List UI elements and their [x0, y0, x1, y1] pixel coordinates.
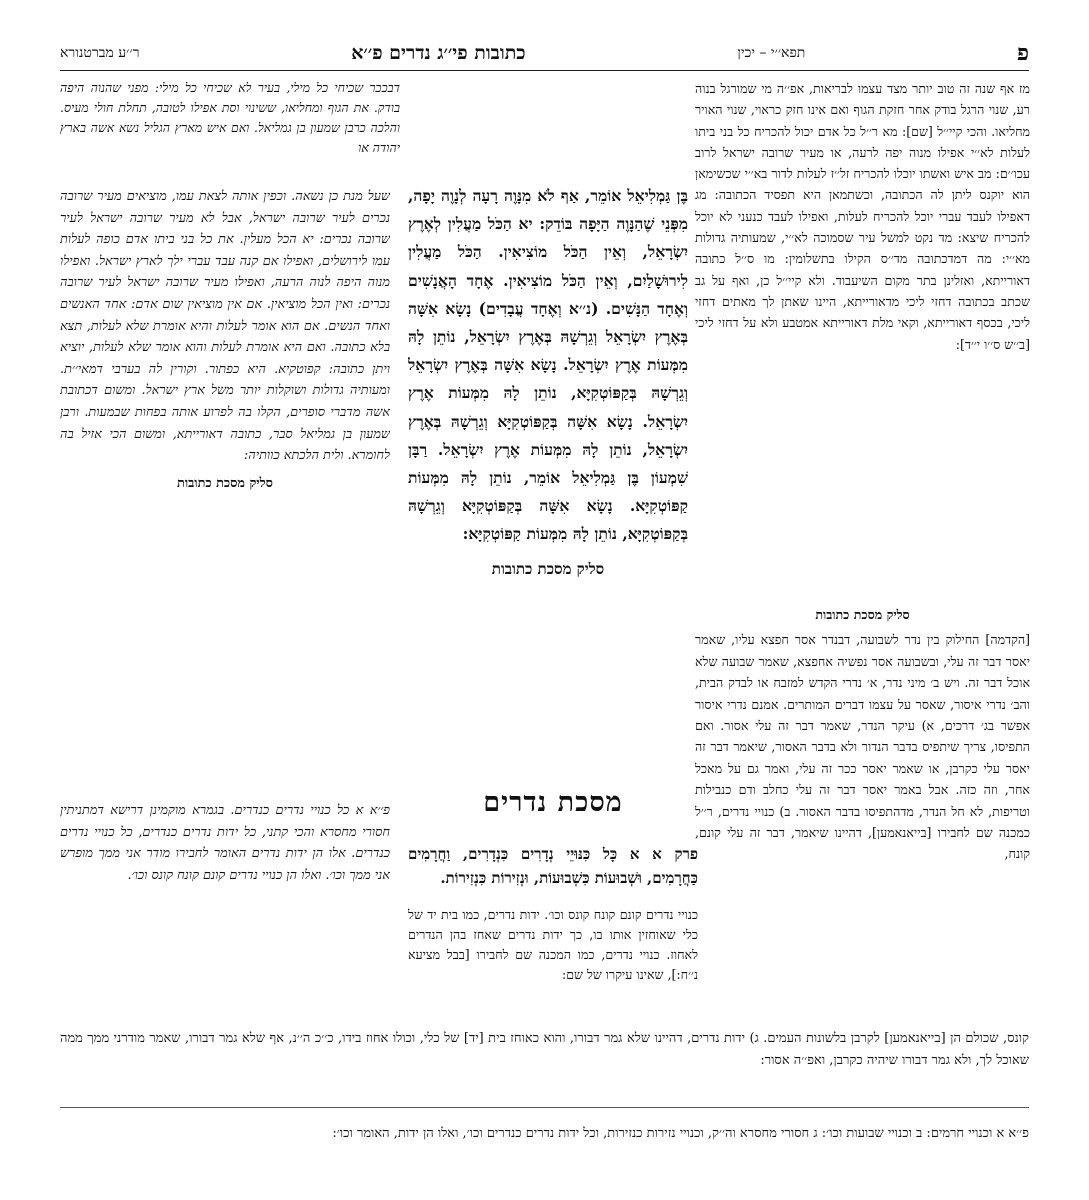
left-nedarim-commentary: [60, 800, 390, 1010]
page-letter: פ: [1017, 40, 1029, 66]
footnote-text: פ׳׳א א וכנויי חרמים: ב וכנויי שבועות וכו׳: ג חסורי מחסרא וה׳׳ק, וכנויי נזירות כנזירות, וכל ידות נדרים כנדרים וכו׳, ואלו הן ידות, האומר וכו׳:: [332, 1126, 1029, 1141]
left-section-end: סליק מסכת כתובות: [177, 475, 273, 491]
left-commentary-column: [60, 186, 390, 761]
right-section-end: סליק מסכת כתובות: [815, 607, 910, 622]
bottom-continuation: [60, 1015, 1029, 1085]
right-commentary-column: [695, 78, 1030, 618]
page-number: תפא׳׳י – יכין: [737, 44, 806, 61]
left-commentary-top: [60, 78, 400, 188]
bottom-continuation-text: קונס, שכולם הן [בייאנאמען] לקרבן בלשונות העמים. ג) ידות נדרים, דהיינו שלא גמר דבורו, והוא כאוחז בית [יד] של כלי, וכולו אחוז בידו, כ׳׳כ ה׳׳נ, אף שלא גמר דבורו, שאמר מודרני ממך ממה שאוכל לך, ולא גמר דבורו שיהיה כקרבן, ואפ׳׳ה אסור:: [60, 1031, 1029, 1068]
nedarim-mishna: [408, 827, 698, 998]
header-title: כתובות פי׳׳ג נדרים פ׳׳א: [351, 41, 526, 64]
mishna-text: בֶּן גַּמְלִיאֵל אוֹמֵר, אַף לֹא מִנָּוֶה רָעָה לְנָוֶה יָפָה, מִפְּנֵי שֶׁהַנָּוֶה הַיָּפָה בּוֹדֵק: יא הַכֹּל מַעֲלִין לְאֶרֶץ יִשְׂרָאֵל, וְאֵין הַכֹּל מוֹצִיאִין. הַכֹּל מַעֲלִין לִירוּשָׁלַיִם, וְאֵין הַכֹּל מוֹצִיאִין. אֶחָד הָאֲנָשִׁים וְאֶחָד הַנָּשִׁים. (נ׳׳א וְאֶחָד עֲבָדִים) נָשָׂא אִשָּׁה בְּאֶרֶץ יִשְׂרָאֵל וְגֵרְשָׁהּ בְּאֶרֶץ יִשְׂרָאֵל, נוֹתֵן לָהּ מִמְּעוֹת אֶרֶץ יִשְׂרָאֵל. נָשָׂא אִשָּׁה בְּאֶרֶץ יִשְׂרָאֵל וְגֵרְשָׁהּ בְּקַפּוֹטְקִיָּא, נוֹתֵן לָהּ מִמְּעוֹת אֶרֶץ יִשְׂרָאֵל. נָשָׂא אִשָּׁה בְּקַפּוֹטְקִיָּא וְגֵרְשָׁהּ בְּאֶרֶץ יִשְׂרָאֵל, נוֹתֵן לָהּ מִמְּעוֹת אֶרֶץ יִשְׂרָאֵל. רַבָּן שִׁמְעוֹן בֶּן גַּמְלִיאֵל אוֹמֵר, נוֹתֵן לָהּ מִמְּעוֹת קַפּוֹטְקִיָּא. נָשָׂא אִשָּׁה בְּקַפּוֹטְקִיָּא וְגֵרְשָׁהּ בְּקַפּוֹטְקִיָּא, נוֹתֵן לָהּ מִמְּעוֹת קַפּוֹטְקִיָּא:: [408, 186, 688, 544]
nedarim-mishna-text: פרק א א כָּל כִּנּוּיֵי נְדָרִים כִּנְדָרִים, וַחֲרָמִים כַּחֲרָמִים, וּשְׁבוּעוֹת כִּשְׁבוּעוֹת, וּנְזִירוֹת כִּנְזִירוֹת.: [408, 845, 698, 887]
right-intro-text: [הקדמה] החילוק בין נדר לשבועה, דבנדר אסר חפצא עליו, שאמר יאסר דבר זה עלי, ובשבועה אסר נפשיה אחפצא, שאמר שבועה שלא אוכל דבר זה. ויש ב׳ מיני נדר, א׳ נדרי הקדש למזבח או לבדק הבית, והב׳ נדרי איסור, שאסר על עצמו דברים המותרים. אמנם נדרי איסור אפשר בג׳ דרכים, א) עיקר הנדר, שאמר דבר זה עלי אסור. ואם התפיסו, צריך שיתפיס בדבר הנדור ולא בדבר האסור, שיאמר דבר זה יאסר עלי כקרבן, או שאמר יאסר ככר זה עלי, ואמר גם על מאכל אחר, וזה כזה. אבל באמר יאסר דבר זה עלי כחלב ודם כנבילות וטריפות, לא חל הנדר, מדהתפיסו בדבר האסור. ב) כנויי נדרים, ר׳׳ל כמכנה שם לחבירו [בייאנאמען], דהיינו שיאמר, דבר זה עלי קונם, קונח,: [695, 632, 1030, 862]
mishna-section-end: סליק מסכת כתובות: [491, 559, 605, 578]
mishna-column: [408, 182, 688, 772]
center-commentary-text: כנויי נדרים קונם קונח קונס וכו׳. ידות נדרים, כמו בית יד של כלי שאוחזין אותו בו, כך ידות נדרים שאחז בהן הנדרים לאחוז. כנויי נדרים, כמו המכנה שם לחבירו [בבל מציעא נ׳׳ח:], שאינו עיקרו של שם:: [408, 907, 698, 982]
right-commentary-intro-column: [695, 602, 1030, 958]
header-commentary: ר׳׳ע מברטנורא: [60, 44, 140, 61]
footnotes: [60, 1107, 1029, 1157]
left-top-text: דבככר שכיחי כל מילי, בעיר לא שכיחי כל מילי: מפני שהנוה היפה בודק. את הגוף ומחליאו, ששינוי וסת אפילו לטובה, תחלת חולי מעיס. והלכה כרבן שמעון בן גמליאל. ואם איש מארץ הגליל נשא אשה בארץ יהודה או: [60, 80, 400, 155]
tractate-title: מסכת נדרים: [483, 787, 623, 818]
left-main-text: שעל מנת כן נשאה. וכפין אותה לצאת עמו, מוציאים מעיר שרובה נכרים לעיר שרובה ישראל, אבל לא מעיר שרובה ישראל לעיר שרובה נכרים: יא הכל מעלין. את כל בני ביתו אדם כופה לעלות עמו לירושלים, ואפילו אם קנה עבד עברי ילך לארץ ישראל. ואפילו מנוה היפה לנוה הרעה, ואפילו מעיר שרובה ישראל לעיר שרובה נכרים: ואין הכל מוציאין. אם אין מוציאין שום אדם: אחד האנשים ואחד הנשים. אם הוא אומר לעלות והיא אומרת שלא לעלות, תצא בלא כתובה. ואם היא אומרת לעלות והוא אומר שלא לעלות, יוציא ויתן כתובה: קפוטקיא. היא כפתור. וקורין לה בערבי דמאי׳׳ת. ומעותיה גדולות ושוקלות יותר משל ארץ ישראל. ומשום דכתובת אשה מדברי סופרים, הקלו בה לפרוע אותה בפחות שבמעות. ורבן שמעון בן גמליאל סבר, כתובה דאורייתא, ומשום הכי אזיל בה לחומרא. ולית הלכתא כוותיה:: [60, 189, 390, 464]
right-commentary-text: מז אף שנה זה טוב יותר מצד עצמו לבריאות, אפ׳׳ה מי שמורגל בנוה רע, שנוי הרגל בודק אחר חזקת הגוף ואם אינו חזק כראוי, שנוי האויר מחליאו. והכי קיי׳׳ל [שם]: מא ר׳׳ל כל אדם יכול להכריח כל בני ביתו לעלות לא׳׳י אפילו מנוה יפה לרעה, או מעיר שרובה ישראל לרוב עכו׳׳ם: מב איש ואשתו יוכלו להכריח זל׳׳ז לעלות לדור בא׳׳י שכשימאן הוא יוקנס ליתן לה הכתובה, וכשתמאן היא תפסיד הכתובה: מג דאפילו לעבד עברי יוכל להכריח לעלות, ואפילו לעבד כנעני לא יוכל להכריח שיצא: מד נקט למשל עיר שסמוכה לא׳׳י, שמעותיה גדולות מא׳׳י: מה דמדכתובה מד׳׳ס הקילו בתשלומין: מו ס׳׳ל כתובה דאורייתא, ואזלינן בתר מקום השיעבוד. ולא קיי׳׳ל כן, ואף על גב שכתב בכתובה דחזי ליכי מדאורייתא, היינו שאתן לך מאתים דחזי ליכי, בכסף דאורייתא, וקאי מלת דאורייתא אמטבע ולא על דחזי ליכי [ב׳׳ש ס׳׳ו י׳׳ד]:: [695, 81, 1030, 352]
left-nedarim-text: פ׳׳א א כל כנויי נדרים כנדרים. בגמרא מוקמינן דרישא דמתניתין חסורי מחסרא והכי קתני, כל ידות נדרים כנדרים, כל כנויי נדרים כנדרים. אלו הן ידות נדרים האומר לחבירו מודר אני ממך מופרש אני ממך וכו׳. ואלו הן כנויי נדרים קונם קונח קונס וכו׳.: [60, 803, 390, 883]
running-header: [60, 40, 1029, 71]
